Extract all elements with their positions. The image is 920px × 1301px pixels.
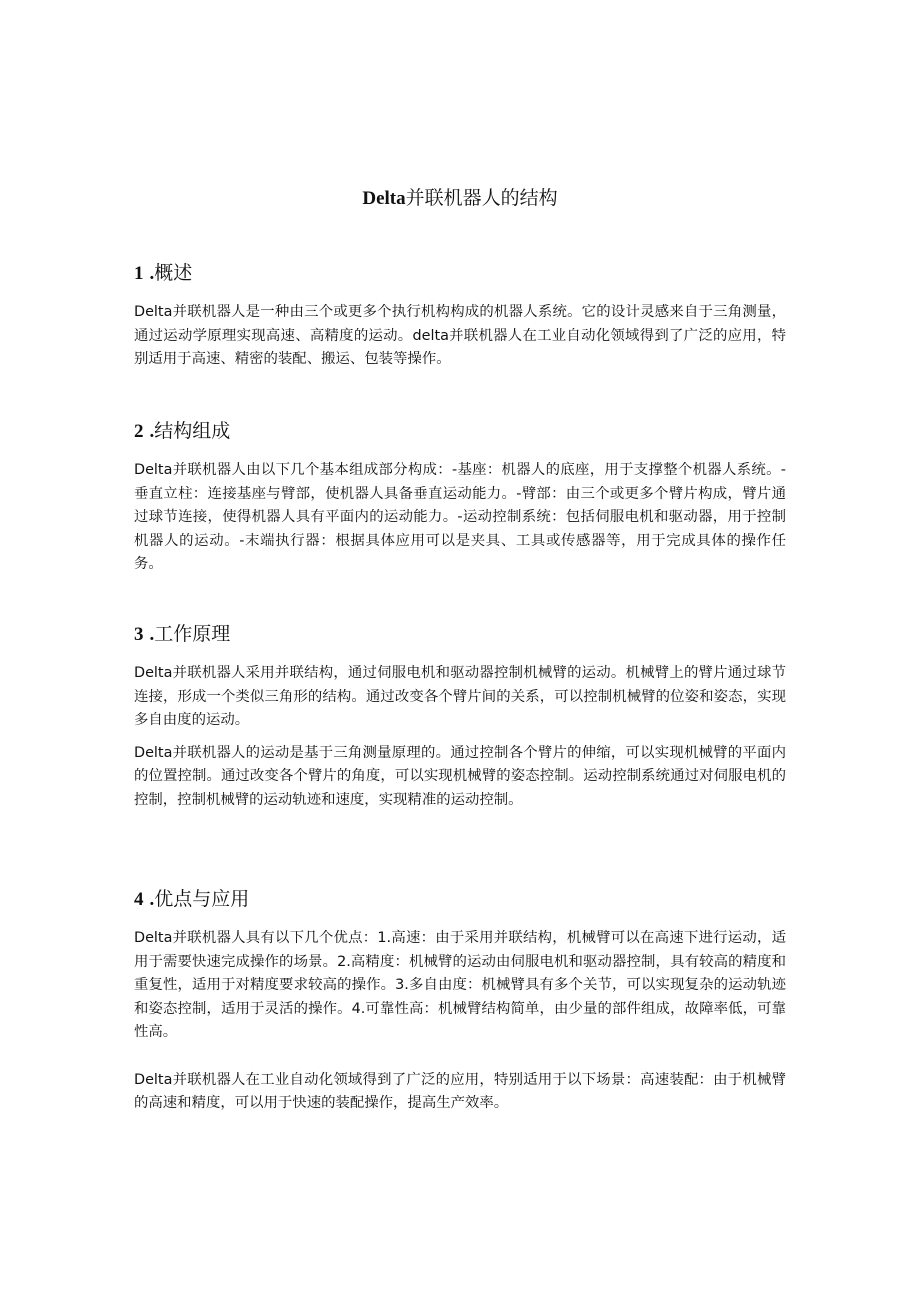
section-advantages-applications	[134, 885, 786, 1116]
paragraph: Delta并联机器人采用并联结构，通过伺服电机和驱动器控制机械臂的运动。机械臂上的臂片通过球节连接，形成一个类似三角形的结构。通过改变各个臂片间的关系，可以控制机械臂的位姿和姿态，实现多自由度的运动。	[134, 665, 786, 728]
section-number-dot: .	[149, 624, 155, 645]
section-overview	[134, 259, 786, 372]
section-heading	[134, 259, 786, 288]
section-number-dot: .	[149, 263, 155, 284]
paragraph: Delta并联机器人由以下几个基本组成部分构成：-基座：机器人的底座，用于支撑整个机器人系统。-垂直立柱：连接基座与臂部，使机器人具备垂直运动能力。-臂部：由三个或更多个臂片构成，臂片通过球节连接，使得机器人具有平面内的运动能力。-运动控制系统：包括伺服电机和驱动器，用于控制机器人的运动。-末端执行器：根据具体应用可以是夹具、工具或传感器等，用于完成具体的操作任务。	[134, 462, 786, 572]
document-title-text: 并联机器人的结构	[405, 187, 558, 209]
section-heading-text: 优点与应用	[154, 888, 250, 910]
paragraph: Delta并联机器人是一种由三个或更多个执行机构构成的机器人系统。它的设计灵感来自于三角测量，通过运动学原理实现高速、高精度的运动。delta并联机器人在工业自动化领域得到了广泛的应用，特别适用于高速、精密的装配、搬运、包装等操作。	[134, 304, 786, 367]
section-heading	[134, 885, 786, 914]
section-number: 1	[134, 263, 144, 284]
section-number: 3	[134, 624, 144, 645]
section-number-dot: .	[149, 889, 155, 910]
section-heading-text: 结构组成	[154, 420, 231, 442]
paragraph: Delta并联机器人在工业自动化领域得到了广泛的应用，特别适用于以下场景：高速装配：由于机械臂的高速和精度，可以用于快速的装配操作，提高生产效率。	[134, 1071, 786, 1111]
section-heading-text: 工作原理	[154, 623, 231, 645]
section-working-principle	[134, 620, 786, 812]
section-structure	[134, 417, 786, 577]
section-number-dot: .	[149, 421, 155, 442]
section-heading	[134, 417, 786, 446]
paragraph: Delta并联机器人具有以下几个优点：1.高速：由于采用并联结构，机械臂可以在高速下进行运动，适用于需要快速完成操作的场景。2.高精度：机械臂的运动由伺服电机和驱动器控制，具有较高的精度和重复性，适用于对精度要求较高的操作。3.多自由度：机械臂具有多个关节，可以实现复杂的运动轨迹和姿态控制，适用于灵活的操作。4.可靠性高：机械臂结构简单，由少量的部件组成，故障率低，可靠性高。	[134, 930, 786, 1040]
paragraph: Delta并联机器人的运动是基于三角测量原理的。通过控制各个臂片的伸缩，可以实现机械臂的平面内的位置控制。通过改变各个臂片的角度，可以实现机械臂的姿态控制。运动控制系统通过对伺服电机的控制，控制机械臂的运动轨迹和速度，实现精准的运动控制。	[134, 744, 786, 808]
section-number: 4	[134, 889, 144, 910]
section-heading	[134, 620, 786, 649]
document-title-latin: Delta	[362, 188, 406, 209]
section-heading-text: 概述	[154, 262, 193, 284]
section-number: 2	[134, 421, 144, 442]
document-title	[0, 184, 920, 213]
